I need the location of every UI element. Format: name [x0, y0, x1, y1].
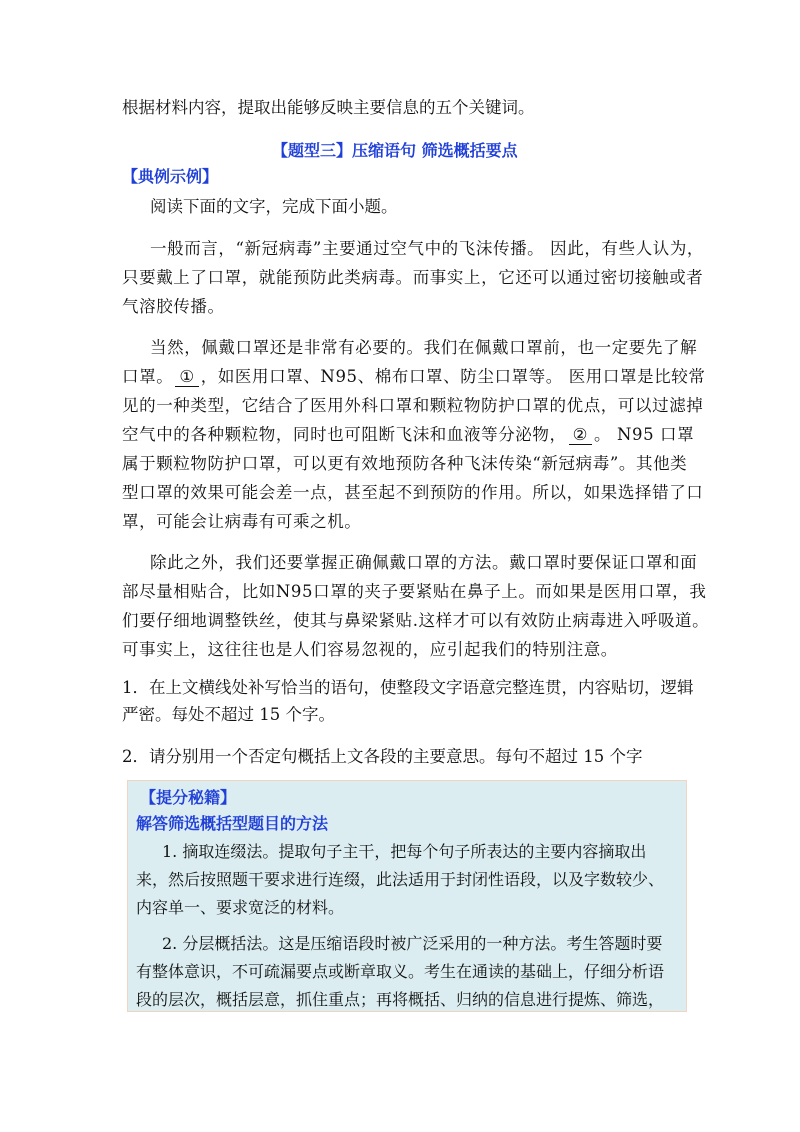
passage-p2-line1: 当然，佩戴口罩还是非常有必要的。我们在佩戴口罩前，也一定要先了解 — [150, 338, 698, 357]
passage-p3-line1: 除此之外，我们还要掌握正确佩戴口罩的方法。戴口罩时要保证口罩和面 — [150, 553, 698, 572]
passage-p2-line5: 属于颗粒物防护口罩，可以更有效地预防各种飞沫传染“新冠病毒”。其他类 — [122, 454, 688, 473]
passage-p1-line1: 一般而言，“新冠病毒”主要通过空气中的飞沫传播。 因此，有些人认为， — [150, 239, 705, 258]
tips-subtitle: 解答筛选概括型题目的方法 — [136, 814, 329, 833]
passage-p2-line4 — [122, 424, 694, 446]
intro-instruction: 根据材料内容，提取出能够反映主要信息的五个关键词。 — [122, 98, 535, 117]
passage-p3-line2: 部尽量相贴合，比如N95口罩的夹子要紧贴在鼻子上。而如果是医用口罩，我 — [122, 582, 707, 601]
section-title: 【题型三】压缩语句 筛选概括要点 — [272, 141, 518, 160]
method-1-line2: 来，然后按照题干要求进行连缀，此法适用于封闭性语段，以及字数较少、 — [136, 870, 665, 889]
passage-p2-line6: 型口罩的效果可能会差一点，甚至起不到预防的作用。所以，如果选择错了口 — [122, 483, 704, 502]
blank-2[interactable]: ② — [569, 426, 592, 445]
passage-p2-line2-pre: 口罩。 — [122, 367, 174, 386]
passage-p3-line3: 们要仔细地调整铁丝，使其与鼻梁紧贴.这样才可以有效防止病毒进入呼吸道。 — [122, 611, 710, 630]
example-header: 【典例示例】 — [122, 167, 219, 186]
method-1-line3: 内容单一、要求宽泛的材料。 — [136, 898, 345, 917]
blank-1[interactable]: ① — [175, 368, 198, 387]
passage-p2-line3: 见的一种类型，它结合了医用外科口罩和颗粒物防护口罩的优点，可以过滤掉 — [122, 396, 704, 415]
read-prompt: 阅读下面的文字，完成下面小题。 — [150, 197, 398, 216]
passage-p2-line7: 罩，可能会让病毒有可乘之机。 — [122, 512, 362, 531]
method-2-line3: 段的层次，概括层意，抓住重点；再将概括、归纳的信息进行提炼、筛选， — [136, 990, 665, 1009]
passage-p2-line4-post: 。 N95 口罩 — [594, 425, 695, 444]
question-2: 2．请分别用一个否定句概括上文各段的主要意思。每句不超过 15 个字 — [122, 747, 643, 766]
question-1-line2: 严密。每处不超过 15 个字。 — [122, 705, 335, 724]
passage-p1-line2: 只要戴上了口罩，就能预防此类病毒。而事实上，它还可以通过密切接触或者 — [122, 268, 704, 287]
passage-p2-line2-post: ，如医用口罩、N95、棉布口罩、防尘口罩等。 医用口罩是比较常 — [200, 367, 706, 386]
tips-header: 【提分秘籍】 — [140, 788, 237, 807]
question-1-line1: 1．在上文横线处补写恰当的语句，使整段文字语意完整连贯，内容贴切，逻辑 — [122, 678, 694, 697]
method-2-line1: 2. 分层概括法。这是压缩语段时被广泛采用的一种方法。考生答题时要 — [162, 934, 663, 953]
method-1-line1: 1. 摘取连缀法。提取句子主干，把每个句子所表达的主要内容摘取出 — [162, 842, 647, 861]
passage-p1-line3: 气溶胶传播。 — [122, 297, 225, 316]
passage-p2-line4-pre: 空气中的各种颗粒物，同时也可阻断飞沫和血液等分泌物， — [122, 425, 567, 444]
passage-p2-line2 — [122, 366, 706, 388]
method-2-line2: 有整体意识，不可疏漏要点或断章取义。考生在通读的基础上，仔细分析语 — [136, 962, 665, 981]
tips-box — [127, 780, 687, 1012]
passage-p3-line4: 可事实上，这往往也是人们容易忽视的，应引起我们的特别注意。 — [122, 640, 618, 659]
